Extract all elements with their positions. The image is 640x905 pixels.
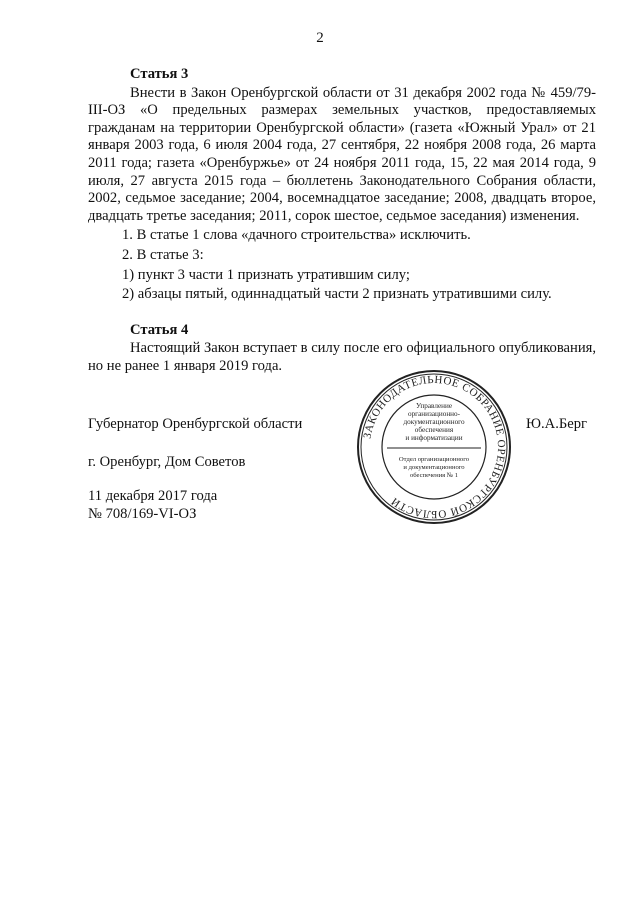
- seal-bottom-line: обеспечения № 1: [409, 472, 459, 479]
- article-4-heading: Статья 4: [130, 321, 189, 338]
- article-4-paragraph: Настоящий Закон вступает в силу после его официального опубликования, но не ранее 1 января 2019 года.: [88, 340, 596, 374]
- article-3-item: 2) абзацы пятый, одиннадцатый части 2 признать утратившими силу.: [122, 286, 552, 303]
- seal-inner-line: обеспечения: [414, 426, 454, 434]
- article-3-heading: Статья 3: [130, 66, 189, 82]
- seal-inner-line: Управление: [415, 402, 453, 410]
- seal-bottom-line: и документационного: [403, 464, 465, 471]
- official-seal: [355, 368, 513, 526]
- seal-outer-text: ЗАКОНОДАТЕЛЬНОЕ СОБРАНИЕ ОРЕНБУРГСКОЙ ОБЛАСТИ: [361, 373, 508, 521]
- signing-date: 11 декабря 2017 года: [88, 488, 218, 504]
- governor-title: Губернатор Оренбургской области: [88, 416, 303, 432]
- seal-inner-line: организационно-: [407, 410, 461, 418]
- page-number: 2: [316, 30, 324, 46]
- seal-inner-line: документационного: [403, 418, 465, 426]
- article-3-item: 1. В статье 1 слова «дачного строительства» исключить.: [122, 227, 471, 244]
- article-3-item: 1) пункт 3 части 1 признать утратившим силу;: [122, 266, 410, 283]
- law-number: № 708/169-VI-ОЗ: [88, 506, 197, 522]
- seal-inner-line: и информатизации: [405, 434, 463, 442]
- article-3-item: 2. В статье 3:: [122, 246, 204, 263]
- article-3-paragraph: Внести в Закон Оренбургской области от 31 декабря 2002 года № 459/79-III-ОЗ «О предельных размерах земельных участков, предоставляемых гражданам на территории Оренбургской области» (газета «Южный Урал» от 21 января 2003 года, 6 июля 2004 года, 27 сентября, 22 ноября 2008 года, 26 марта 2011 года; газета «Оренбуржье» от 24 ноября 2011 года, 15, 22 мая 2014 года, 9 июля, 27 августа 2015 года – бюллетень Законодательного Собрания области, 2002, седьмое заседание; 2004, восемнадцатое заседание; 2008, двадцать второе, двадцать третье заседания; 2011, сорок шестое, седьмое заседания) изменения.: [88, 84, 596, 224]
- seal-bottom-line: Отдел организационного: [398, 456, 470, 463]
- svg-text:ЗАКОНОДАТЕЛЬНОЕ СОБРАНИЕ ОРЕНБ: [362, 374, 508, 520]
- governor-name: Ю.А.Берг: [526, 416, 587, 432]
- signing-place: г. Оренбург, Дом Советов: [88, 454, 246, 470]
- document-body: [88, 66, 596, 376]
